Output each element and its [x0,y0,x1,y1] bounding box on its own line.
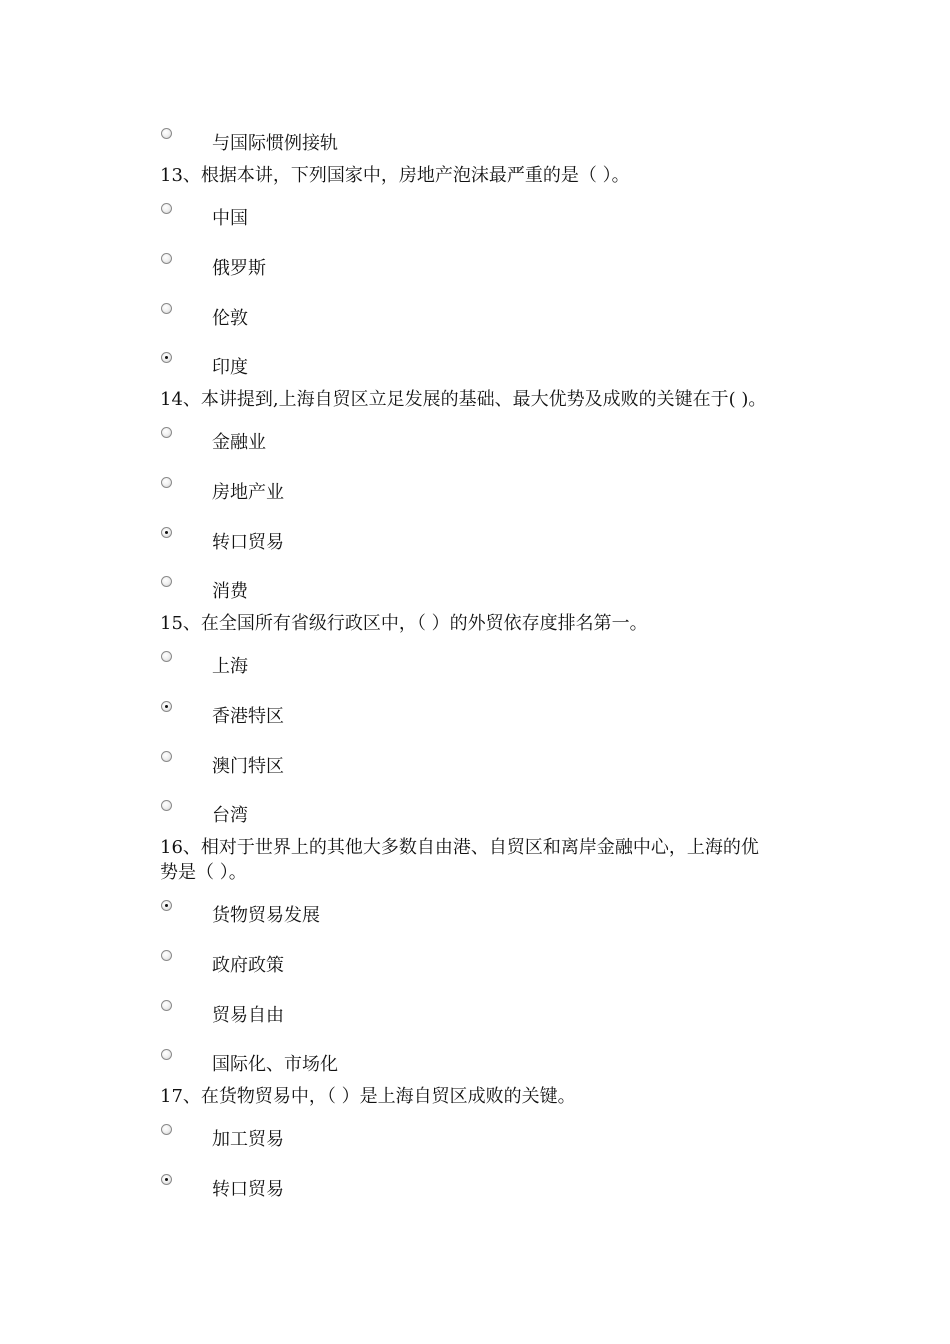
question-13-text: 13、根据本讲，下列国家中，房地产泡沫最严重的是（ ）。 [160,165,630,186]
radio-button-selected[interactable] [161,1174,172,1185]
question-15-text: 15、在全国所有省级行政区中，（ ）的外贸依存度排名第一。 [160,613,648,634]
radio-button[interactable] [161,651,172,662]
option-label: 消费 [212,581,248,602]
option-label: 贸易自由 [212,1005,284,1026]
option-label: 加工贸易 [212,1129,284,1150]
radio-button[interactable] [161,1124,172,1135]
radio-button[interactable] [161,303,172,314]
radio-button[interactable] [161,1000,172,1011]
radio-button[interactable] [161,800,172,811]
option-label: 俄罗斯 [212,258,266,279]
option-label: 国际化、市场化 [212,1054,338,1075]
radio-button-selected[interactable] [161,900,172,911]
radio-button[interactable] [161,427,172,438]
radio-button-selected[interactable] [161,701,172,712]
option-label: 澳门特区 [212,756,284,777]
radio-button[interactable] [161,751,172,762]
radio-button[interactable] [161,477,172,488]
option-label: 转口贸易 [212,532,284,553]
option-label: 中国 [212,208,248,229]
option-label: 与国际惯例接轨 [212,133,338,154]
option-label: 政府政策 [212,955,284,976]
option-label: 伦敦 [212,308,248,329]
option-label: 金融业 [212,432,266,453]
option-label: 印度 [212,357,248,378]
radio-button[interactable] [161,950,172,961]
option-label: 转口贸易 [212,1179,284,1200]
option-label: 上海 [212,656,248,677]
question-17-text: 17、在货物贸易中，（ ）是上海自贸区成败的关键。 [160,1086,576,1107]
question-16-text-line2: 势是（ ）。 [160,862,247,883]
radio-button-selected[interactable] [161,352,172,363]
radio-button[interactable] [161,576,172,587]
radio-button-selected[interactable] [161,527,172,538]
question-16-text-line1: 16、相对于世界上的其他大多数自由港、自贸区和离岸金融中心，上海的优 [160,837,759,858]
option-label: 台湾 [212,805,248,826]
option-label: 香港特区 [212,706,284,727]
option-label: 房地产业 [212,482,284,503]
option-label: 货物贸易发展 [212,905,320,926]
radio-button[interactable] [161,253,172,264]
radio-button[interactable] [161,1049,172,1060]
question-14-text: 14、本讲提到,上海自贸区立足发展的基础、最大优势及成败的关键在于( )。 [160,389,767,410]
radio-button[interactable] [161,203,172,214]
radio-button[interactable] [161,128,172,139]
